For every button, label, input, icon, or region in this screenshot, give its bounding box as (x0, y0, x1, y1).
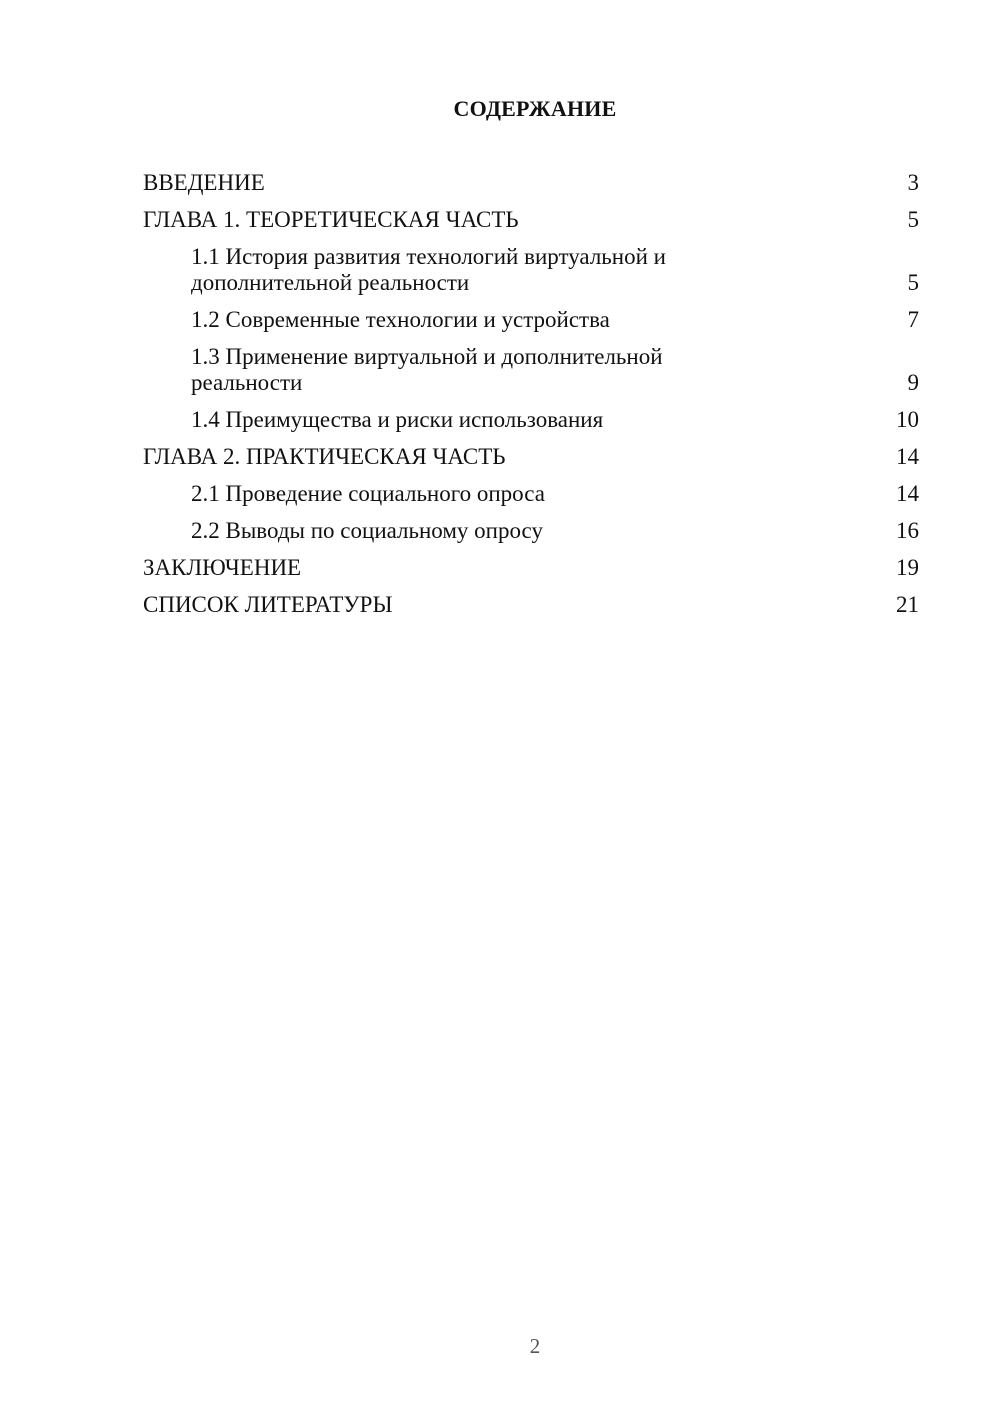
toc-entry-title: ЗАКЛЮЧЕНИЕ (143, 555, 302, 580)
toc-entry-page: 21 (896, 592, 919, 617)
toc-entry-section-1-2 (143, 307, 919, 333)
toc-entry-page: 5 (907, 270, 919, 295)
toc-entry-page: 7 (907, 307, 919, 332)
toc-entry-title: ГЛАВА 2. ПРАКТИЧЕСКАЯ ЧАСТЬ (143, 444, 506, 469)
toc-entry-conclusion (143, 555, 919, 581)
toc-entry-title: 1.1 История развития технологий виртуальной и дополнительной реальности (191, 244, 666, 295)
toc-entry-introduction (143, 170, 919, 196)
toc-entry-page: 5 (907, 207, 919, 232)
toc-entry-chapter-1 (143, 207, 919, 233)
toc-entry-title: 1.4 Преимущества и риски использования (191, 407, 604, 432)
toc-entry-page: 14 (896, 481, 919, 506)
toc-entry-page: 10 (896, 407, 919, 432)
toc-entry-title: СПИСОК ЛИТЕРАТУРЫ (143, 592, 393, 617)
toc-entry-section-1-4 (143, 407, 919, 433)
toc-entry-title: 1.3 Применение виртуальной и дополнительной реальности (191, 344, 663, 395)
toc-entry-bibliography (143, 592, 919, 618)
toc-entry-section-2-1 (143, 481, 919, 507)
toc-entry-title: 1.2 Современные технологии и устройства (191, 307, 610, 332)
toc-entry-chapter-2 (143, 444, 919, 470)
toc-entry-title: ВВЕДЕНИЕ (143, 170, 265, 195)
page-title: СОДЕРЖАНИЕ (453, 96, 617, 121)
table-of-contents (143, 170, 919, 629)
toc-entry-page: 14 (896, 444, 919, 469)
toc-entry-title: 2.1 Проведение социального опроса (191, 481, 545, 506)
toc-entry-page: 3 (907, 170, 919, 195)
toc-entry-page: 9 (907, 370, 919, 395)
page-number: 2 (529, 1334, 541, 1358)
toc-entry-section-1-3 (143, 344, 919, 396)
toc-entry-section-1-1 (143, 244, 919, 296)
toc-entry-page: 19 (896, 555, 919, 580)
toc-entry-page: 16 (896, 518, 919, 543)
toc-entry-section-2-2 (143, 518, 919, 544)
toc-entry-title: 2.2 Выводы по социальному опросу (191, 518, 543, 543)
toc-entry-title: ГЛАВА 1. ТЕОРЕТИЧЕСКАЯ ЧАСТЬ (143, 207, 519, 232)
